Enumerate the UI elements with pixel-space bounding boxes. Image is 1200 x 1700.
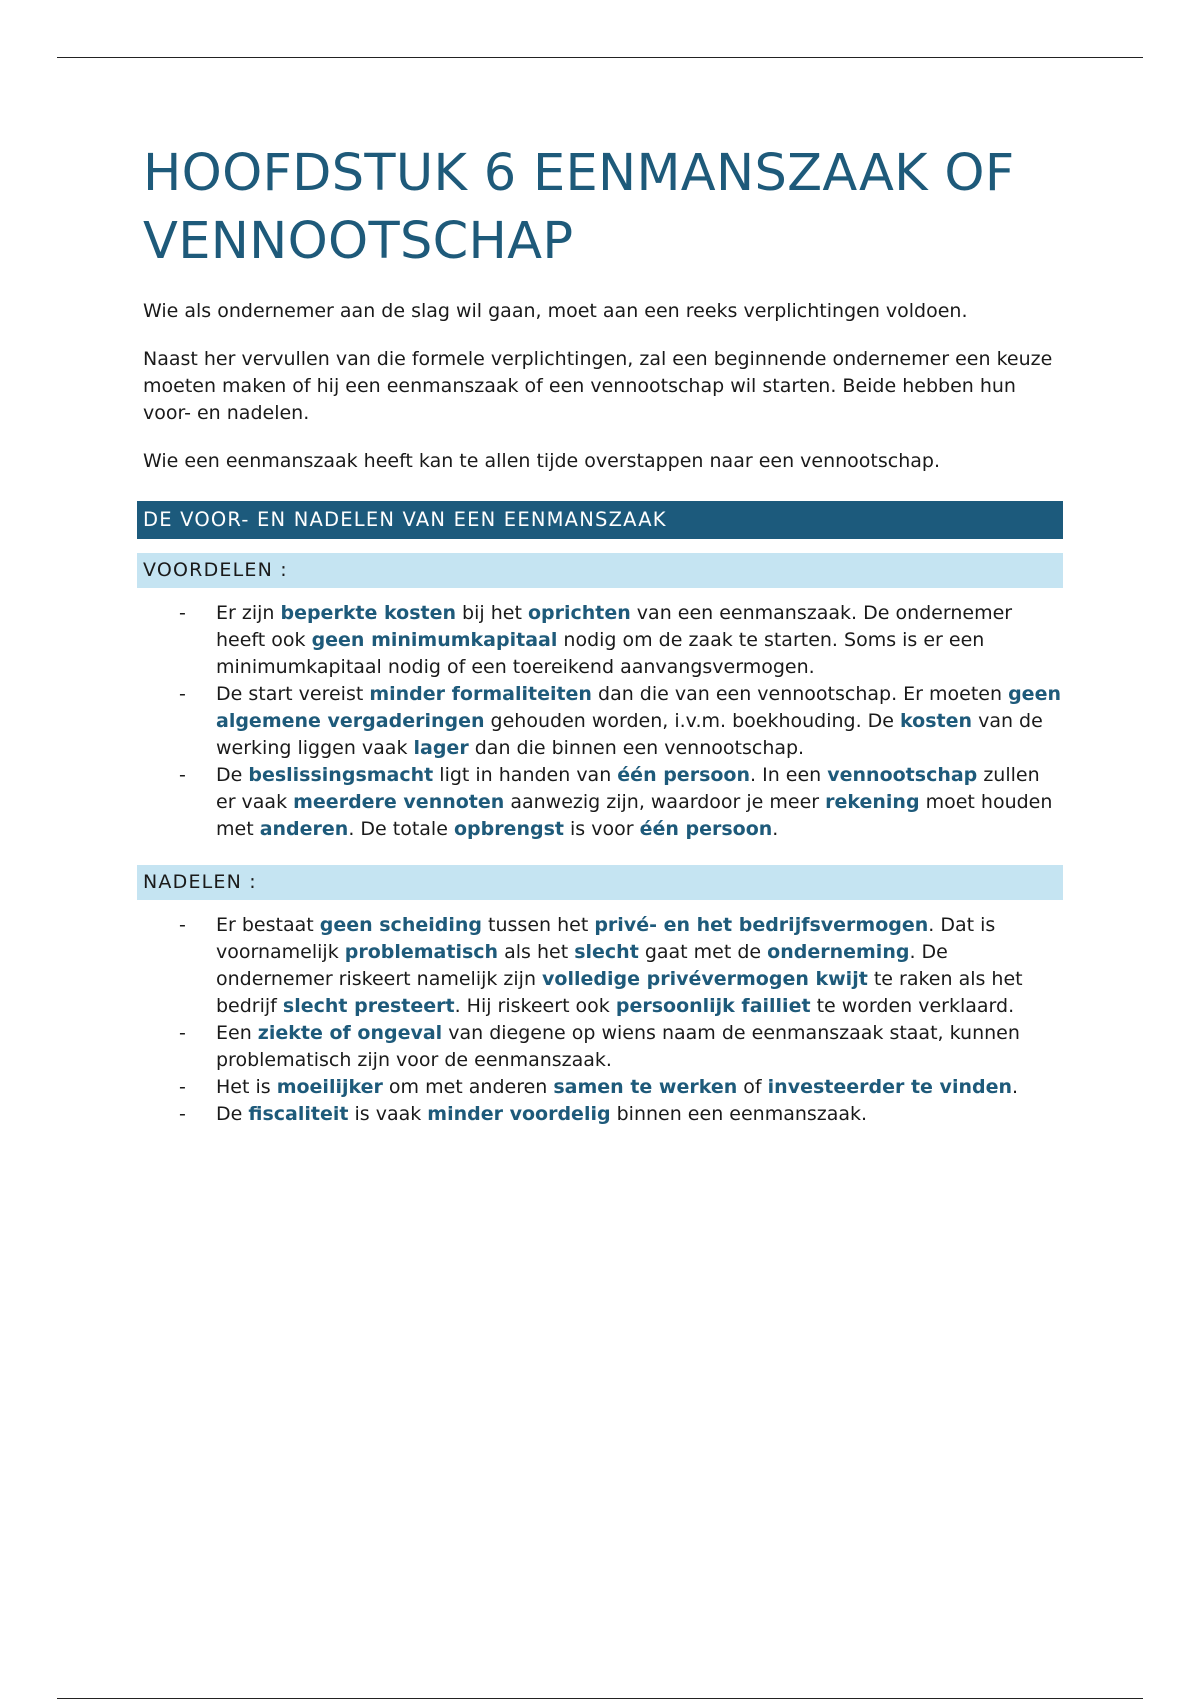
nadelen-heading: NADELEN :: [137, 865, 1063, 900]
highlighted-term: rekening: [825, 791, 920, 813]
list-item: - De fiscaliteit is vaak minder voordelig binnen een eenmanszaak.: [216, 1101, 1063, 1128]
highlighted-term: investeerder te vinden: [767, 1076, 1012, 1098]
bullet-dash: -: [179, 602, 186, 624]
highlighted-term: slecht: [574, 941, 639, 963]
footer-rule: [57, 1698, 1143, 1699]
highlighted-term: één persoon: [639, 818, 773, 840]
highlighted-term: minder formaliteiten: [369, 683, 592, 705]
list-item: - Er bestaat geen scheiding tussen het privé- en het bedrijfsvermogen. Dat is voornamelijk problematisch als het slecht gaat met de onderneming. De ondernemer riskeert namelijk zijn volledige privévermogen kwijt te raken als het bedrijf slecht presteert. Hij riskeert ook persoonlijk failliet te worden verklaard.: [179, 914, 1023, 1017]
chapter-title: HOOFDSTUK 6 EENMANSZAAK OF VENNOOTSCHAP: [143, 144, 1015, 271]
list-item: - De start vereist minder formaliteiten dan die van een vennootschap. Er moeten geen algemene vergaderingen gehouden worden, i.v.m. boekhouding. De kosten van de werking liggen vaak lager dan die binnen een vennootschap.: [179, 683, 1061, 759]
list-item: - Een ziekte of ongeval van diegene op wiens naam de eenmanszaak staat, kunnen problematisch zijn voor de eenmanszaak.: [179, 1022, 1020, 1071]
highlighted-term: volledige privévermogen kwijt: [542, 968, 868, 990]
highlighted-term: persoonlijk failliet: [615, 995, 811, 1017]
highlighted-term: moeilijker: [276, 1076, 383, 1098]
highlighted-term: geen minimumkapitaal: [311, 629, 558, 651]
highlighted-term: fiscaliteit: [248, 1103, 349, 1125]
highlighted-term: opbrengst: [453, 818, 564, 840]
bullet-dash: -: [179, 914, 186, 936]
highlighted-term: slecht presteert: [282, 995, 455, 1017]
list-item: - De beslissingsmacht ligt in handen van één persoon. In een vennootschap zullen er vaak meerdere vennoten aanwezig zijn, waardoor je meer rekening moet houden met anderen. De totale opbrengst is voor één persoon.: [179, 764, 1053, 840]
highlighted-term: privé- en het bedrijfsvermogen: [594, 914, 929, 936]
intro-paragraph-1: Wie als ondernemer aan de slag wil gaan, moet aan een reeks verplichtingen voldoen.: [143, 300, 968, 322]
bullet-dash: -: [179, 1022, 186, 1044]
bullet-dash: -: [179, 683, 186, 705]
highlighted-term: vennootschap: [827, 764, 978, 786]
highlighted-term: beslissingsmacht: [248, 764, 434, 786]
highlighted-term: één persoon: [617, 764, 751, 786]
highlighted-term: samen te werken: [553, 1076, 738, 1098]
bullet-dash: -: [179, 1103, 186, 1125]
voordelen-heading: VOORDELEN :: [137, 553, 1063, 588]
voordelen-list: [143, 600, 1063, 843]
highlighted-term: problematisch: [344, 941, 499, 963]
document-body: [143, 140, 1063, 1128]
header-rule: [57, 57, 1143, 58]
highlighted-term: minder voordelig: [427, 1103, 611, 1125]
highlighted-term: geen scheiding: [319, 914, 482, 936]
highlighted-term: anderen: [259, 818, 349, 840]
highlighted-term: meerdere vennoten: [293, 791, 505, 813]
highlighted-term: onderneming: [767, 941, 910, 963]
bullet-dash: -: [179, 1076, 186, 1098]
intro-paragraph-2: Naast her vervullen van die formele verplichtingen, zal een beginnende ondernemer een keuze moeten maken of hij een eenmanszaak of een vennootschap wil starten. Beide hebben hun voor- en nadelen.: [143, 348, 1053, 424]
section-heading: DE VOOR- EN NADELEN VAN EEN EENMANSZAAK: [137, 501, 1063, 539]
list-item: - Er zijn beperkte kosten bij het oprichten van een eenmanszaak. De ondernemer heeft ook geen minimumkapitaal nodig om de zaak te starten. Soms is er een minimumkapitaal nodig of een toereikend aanvangsvermogen.: [179, 602, 1013, 678]
intro-paragraph-3: Wie een eenmanszaak heeft kan te allen tijde overstappen naar een vennootschap.: [143, 450, 940, 472]
list-item: - Het is moeilijker om met anderen samen te werken of investeerder te vinden.: [216, 1074, 1063, 1101]
highlighted-term: ziekte of ongeval: [257, 1022, 443, 1044]
nadelen-list: [143, 912, 1063, 1128]
bullet-dash: -: [179, 764, 186, 786]
highlighted-term: kosten: [900, 710, 973, 732]
highlighted-term: geen algemene vergaderingen: [216, 683, 1061, 732]
highlighted-term: oprichten: [527, 602, 631, 624]
highlighted-term: lager: [413, 737, 469, 759]
highlighted-term: beperkte kosten: [280, 602, 457, 624]
